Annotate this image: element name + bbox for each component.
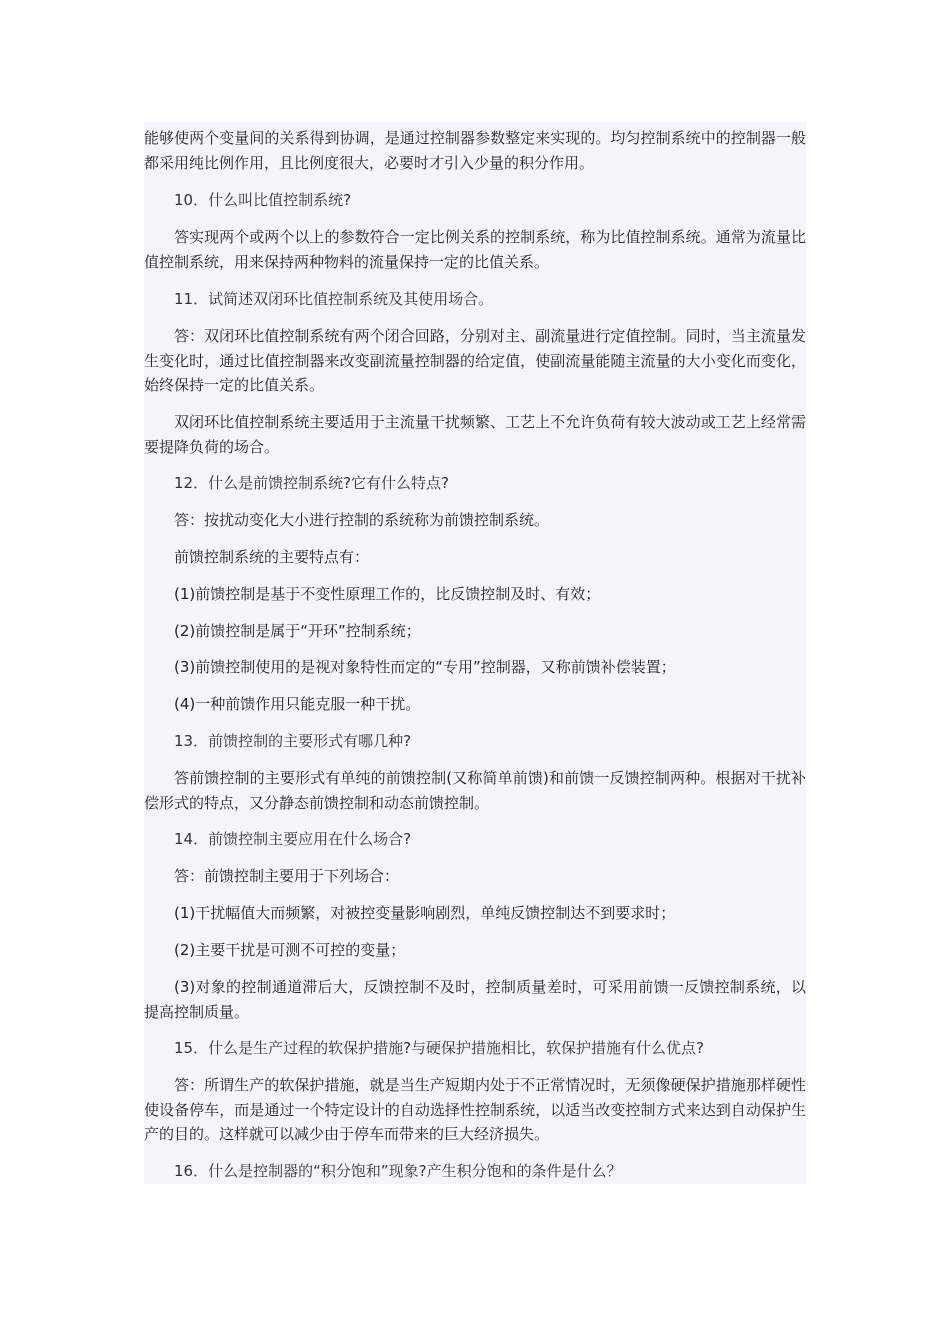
paragraph-continuation: 能够使两个变量间的关系得到协调，是通过控制器参数整定来实现的。均匀控制系统中的控制器一般都采用纯比例作用，且比例度很大，必要时才引入少量的积分作用。	[144, 129, 806, 172]
answer-12-item-3: (3)前馈控制使用的是视对象特性而定的“专用”控制器，又称前馈补偿装置；	[174, 658, 676, 676]
answer-12-item-2: (2)前馈控制是属于“开环”控制系统；	[174, 622, 421, 640]
question-11: 11．试简述双闭环比值控制系统及其使用场合。	[174, 290, 494, 308]
question-16: 16．什么是控制器的“积分饱和”现象?产生积分饱和的条件是什么？	[174, 1162, 622, 1180]
answer-12-intro: 前馈控制系统的主要特点有：	[174, 548, 370, 566]
answer-12-item-4: (4)一种前馈作用只能克服一种干扰。	[174, 695, 421, 713]
answer-11-part-1: 答：双闭环比值控制系统有两个闭合回路，分别对主、副流量进行定值控制。同时，当主流量发生变化时，通过比值控制器来改变副流量控制器的给定值，使副流量能随主流量的大小变化而变化，始终保持一定的比值关系。	[144, 327, 806, 394]
answer-10: 答实现两个或两个以上的参数符合一定比例关系的控制系统，称为比值控制系统。通常为流量比值控制系统，用来保持两种物料的流量保持一定的比值关系。	[144, 228, 806, 271]
answer-12-definition: 答：按扰动变化大小进行控制的系统称为前馈控制系统。	[174, 511, 550, 529]
question-15: 15．什么是生产过程的软保护措施?与硬保护措施相比，软保护措施有什么优点?	[174, 1039, 705, 1057]
question-13: 13．前馈控制的主要形式有哪几种?	[174, 732, 412, 750]
document-text-block	[144, 122, 806, 1184]
question-14: 14．前馈控制主要应用在什么场合?	[174, 830, 412, 848]
question-10: 10．什么叫比值控制系统?	[174, 191, 352, 209]
question-12: 12．什么是前馈控制系统?它有什么特点?	[174, 474, 450, 492]
answer-15: 答：所谓生产的软保护措施，就是当生产短期内处于不正常情况时，无须像硬保护措施那样硬性使设备停车，而是通过一个特定设计的自动选择性控制系统，以适当改变控制方式来达到自动保护生产的目的。这样就可以减少由于停车而带来的巨大经济损失。	[144, 1076, 806, 1143]
answer-14-item-3: (3)对象的控制通道滞后大，反馈控制不及时，控制质量差时，可采用前馈一反馈控制系统，以提高控制质量。	[144, 978, 806, 1021]
answer-11-part-2: 双闭环比值控制系统主要适用于主流量干扰频繁、工艺上不允许负荷有较大波动或工艺上经常需要提降负荷的场合。	[144, 413, 806, 456]
answer-14-item-1: (1)干扰幅值大而频繁，对被控变量影响剧烈，单纯反馈控制达不到要求时；	[174, 904, 676, 922]
answer-14-intro: 答：前馈控制主要用于下列场合：	[174, 867, 400, 885]
answer-13: 答前馈控制的主要形式有单纯的前馈控制(又称简单前馈)和前馈一反馈控制两种。根据对干扰补偿形式的特点，又分静态前馈控制和动态前馈控制。	[144, 769, 806, 812]
answer-14-item-2: (2)主要干扰是可测不可控的变量；	[174, 941, 406, 959]
answer-12-item-1: (1)前馈控制是基于不变性原理工作的，比反馈控制及时、有效；	[174, 585, 601, 603]
